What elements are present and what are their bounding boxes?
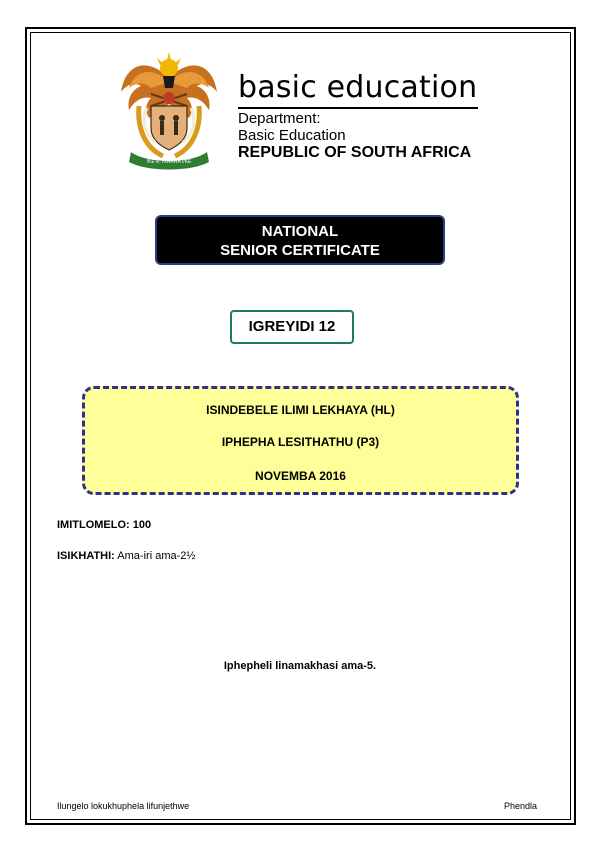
certificate-banner: [155, 215, 445, 265]
paper-name: IPHEPHA LESITHATHU (P3): [221, 435, 380, 449]
department-name: Basic Education: [238, 127, 346, 144]
subject-panel: [82, 386, 519, 495]
marks-label: IMITLOMELO: 100: [57, 519, 152, 531]
department-label: Department:: [238, 110, 321, 127]
time-value: Ama-iri ama-2½: [114, 550, 196, 562]
subject-name: ISINDEBELE ILIMI LEKHAYA (HL): [206, 403, 395, 417]
footer-copyright: Ilungelo lokukhuphela lifunjethwe: [57, 801, 190, 811]
certificate-line-2: SENIOR CERTIFICATE: [220, 242, 380, 259]
page-count-note: Iphepheli linamakhasi ama-5.: [223, 660, 377, 672]
crest-motto-text: !KE E: /XARRA //KE: [146, 159, 192, 165]
coat-of-arms-logo: [117, 48, 221, 170]
footer-turn-over: Phendla: [504, 801, 538, 811]
grade-badge: IGREYIDI 12: [230, 310, 354, 344]
certificate-line-1: NATIONAL: [261, 223, 339, 240]
brand-underline: [238, 107, 478, 109]
exam-session: NOVEMBA 2016: [255, 469, 346, 483]
brand-title: basic education: [238, 70, 478, 105]
country-name: REPUBLIC OF SOUTH AFRICA: [238, 144, 472, 161]
time-label: ISIKHATHI:: [57, 550, 115, 562]
time-line: [57, 550, 196, 562]
